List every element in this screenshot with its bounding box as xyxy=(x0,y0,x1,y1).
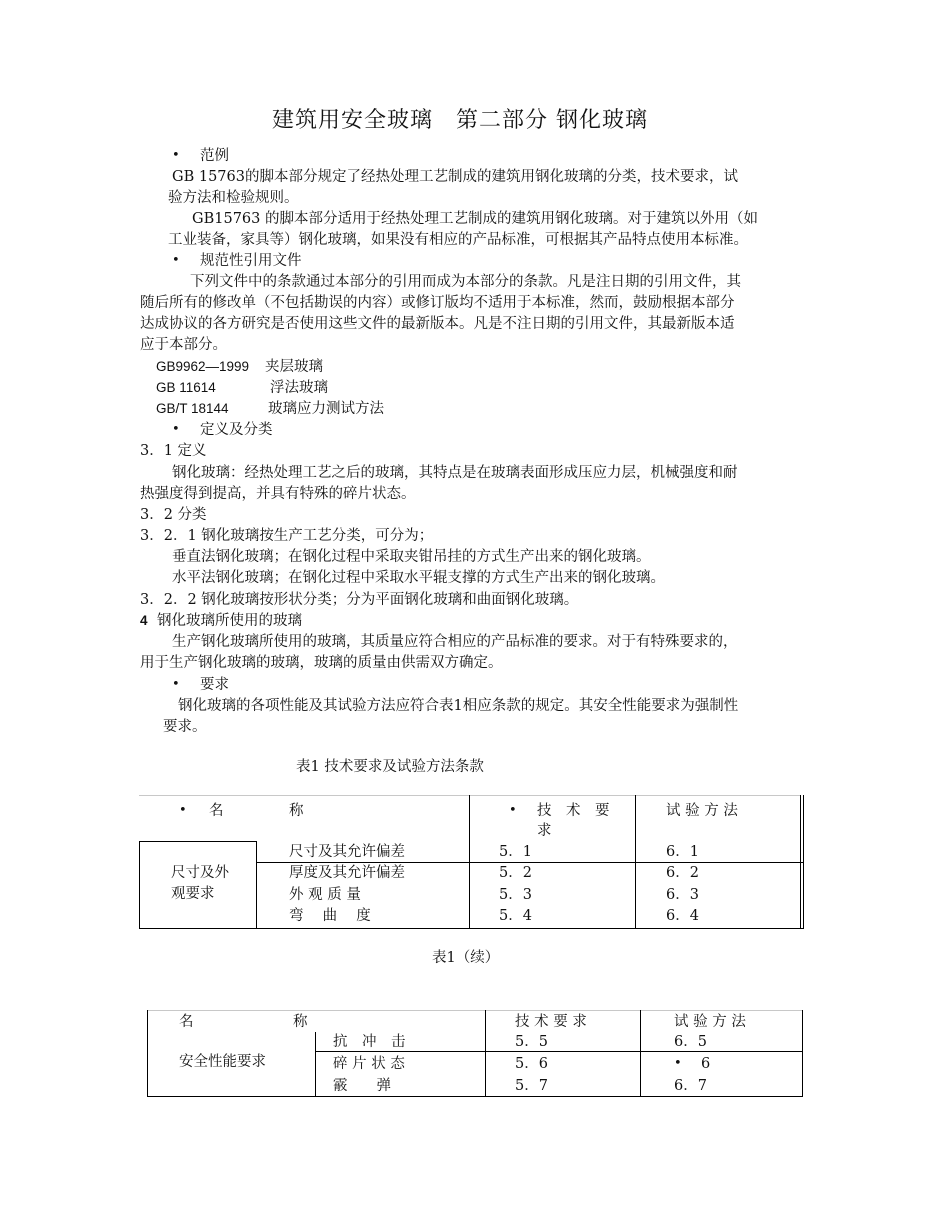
reference-code: GB 11614 xyxy=(156,380,216,395)
bullet: • xyxy=(509,803,517,818)
table2 xyxy=(147,1010,805,1098)
table2-header-requirement: 技 术 要 求 xyxy=(515,1014,587,1030)
table1-caption: 表1 技术要求及试验方法条款 xyxy=(296,759,484,775)
paragraph-line: 生产钢化玻璃所使用的玻璃，其质量应符合相应的产品标准的要求。对于有特殊要求的， xyxy=(172,634,738,650)
table2-group-label: 安全性能要求 xyxy=(179,1054,266,1070)
table1-requirement: 5．2 xyxy=(499,865,532,881)
document-title: 建筑用安全玻璃 第二部分 钢化玻璃 xyxy=(272,108,648,133)
paragraph-line: 用于生产钢化玻璃的玻璃，玻璃的质量由供需双方确定。 xyxy=(140,655,503,671)
table2-header-test: 试 验 方 法 xyxy=(674,1014,746,1030)
table1-header-name: 称 xyxy=(289,803,304,819)
paragraph-line: 随后所有的修改单（不包括勘误的内容）或修订版均不适用于本标准，然而，鼓励根据本部分 xyxy=(140,295,735,311)
table2-requirement: 5．5 xyxy=(515,1034,548,1050)
table2-caption: 表1（续） xyxy=(432,950,500,966)
paragraph-line: 钢化玻璃的各项性能及其试验方法应符合表1相应条款的规定。其安全性能要求为强制性 xyxy=(178,698,739,714)
paragraph-line: 下列文件中的条款通过本部分的引用而成为本部分的条款。凡是注日期的引用文件，其 xyxy=(190,274,741,290)
table2-item: 碎 片 状 态 xyxy=(333,1056,405,1072)
paragraph-line: 水平法钢化玻璃；在钢化过程中采取水平辊支撑的方式生产出来的钢化玻璃。 xyxy=(172,570,665,586)
reference-name: 夹层玻璃 xyxy=(265,359,323,375)
table1-group-label: 尺寸及外 xyxy=(171,865,229,881)
bullet: • xyxy=(172,253,180,268)
reference-code: GB/T 18144 xyxy=(156,401,229,416)
section-heading-requirements: 要求 xyxy=(200,677,229,693)
table2-header-name: 名 xyxy=(179,1014,194,1030)
table1-item: 外 观 质 量 xyxy=(289,887,361,903)
table1-requirement: 5．1 xyxy=(499,844,532,860)
section-heading-definitions: 定义及分类 xyxy=(200,422,273,438)
bullet: • xyxy=(179,803,187,818)
subsection-heading: 3．2．2 钢化玻璃按形状分类；分为平面钢化玻璃和曲面钢化玻璃。 xyxy=(140,592,579,608)
table1-requirement: 5．4 xyxy=(499,908,532,924)
paragraph-line: 要求。 xyxy=(163,719,207,735)
bullet: • xyxy=(674,1056,682,1071)
table1-test: 6．4 xyxy=(666,908,699,924)
table1-item: 弯 曲 度 xyxy=(289,908,371,924)
section-heading-glass: 钢化玻璃所使用的玻璃 xyxy=(157,613,302,629)
table1-group-label: 观要求 xyxy=(171,886,215,902)
subsection-heading: 3．2．1 钢化玻璃按生产工艺分类，可分为； xyxy=(140,528,434,544)
paragraph-line: 钢化玻璃：经热处理工艺之后的玻璃，其特点是在玻璃表面形成压应力层，机械强度和耐 xyxy=(172,465,738,481)
paragraph-line: 达成协议的各方研究是否使用这些文件的最新版本。凡是不注日期的引用文件，其最新版本适 xyxy=(140,316,735,332)
table1-requirement: 5．3 xyxy=(499,887,532,903)
subsection-heading: 3．1 定义 xyxy=(140,443,207,459)
reference-name: 浮法玻璃 xyxy=(270,380,328,396)
table2-test: 6．5 xyxy=(674,1034,707,1050)
table1-item: 厚度及其允许偏差 xyxy=(289,865,405,881)
reference-code: GB9962—1999 xyxy=(156,359,250,374)
paragraph-line: 验方法和检验规则。 xyxy=(168,190,299,206)
table2-requirement: 5．6 xyxy=(515,1056,548,1072)
bullet: • xyxy=(172,148,180,163)
table1-header-test: 试 验 方 法 xyxy=(666,803,738,819)
paragraph-line: 应于本部分。 xyxy=(140,337,227,353)
table1-test: 6．2 xyxy=(666,865,699,881)
table2-test: 6．7 xyxy=(674,1078,707,1094)
table1-header-name: 名 xyxy=(209,803,224,819)
table2-test: 6 xyxy=(701,1056,711,1072)
reference-name: 玻璃应力测试方法 xyxy=(268,401,384,417)
bullet: • xyxy=(172,677,180,692)
bullet: • xyxy=(172,422,180,437)
table1-item: 尺寸及其允许偏差 xyxy=(289,844,405,860)
table2-requirement: 5．7 xyxy=(515,1078,548,1094)
paragraph-line: 工业装备，家具等）钢化玻璃，如果没有相应的产品标准，可根据其产品特点使用本标准。 xyxy=(168,232,748,248)
table2-item: 霰 弹 xyxy=(333,1078,391,1094)
section-heading-scope: 范例 xyxy=(200,148,229,164)
paragraph-line: GB15763 的脚本部分适用于经热处理工艺制成的建筑用钢化玻璃。对于建筑以外用（如 xyxy=(192,211,758,227)
section-heading-references: 规范性引用文件 xyxy=(200,253,302,269)
table1-header-requirement: 技 术 要 xyxy=(537,803,610,819)
subsection-heading: 3．2 分类 xyxy=(140,507,207,523)
table1 xyxy=(139,795,805,929)
table2-header-name: 称 xyxy=(293,1014,308,1030)
table1-header-requirement: 求 xyxy=(537,823,552,839)
table1-test: 6．1 xyxy=(666,844,699,860)
table2-item: 抗 冲 击 xyxy=(333,1034,406,1050)
table1-test: 6．3 xyxy=(666,887,699,903)
paragraph-line: 热强度得到提高，并具有特殊的碎片状态。 xyxy=(140,486,416,502)
paragraph-line: 垂直法钢化玻璃；在钢化过程中采取夹钳吊挂的方式生产出来的钢化玻璃。 xyxy=(172,549,651,565)
section-number: 4 xyxy=(140,613,148,628)
paragraph-line: GB 15763的脚本部分规定了经热处理工艺制成的建筑用钢化玻璃的分类，技术要求，试 xyxy=(172,169,738,185)
